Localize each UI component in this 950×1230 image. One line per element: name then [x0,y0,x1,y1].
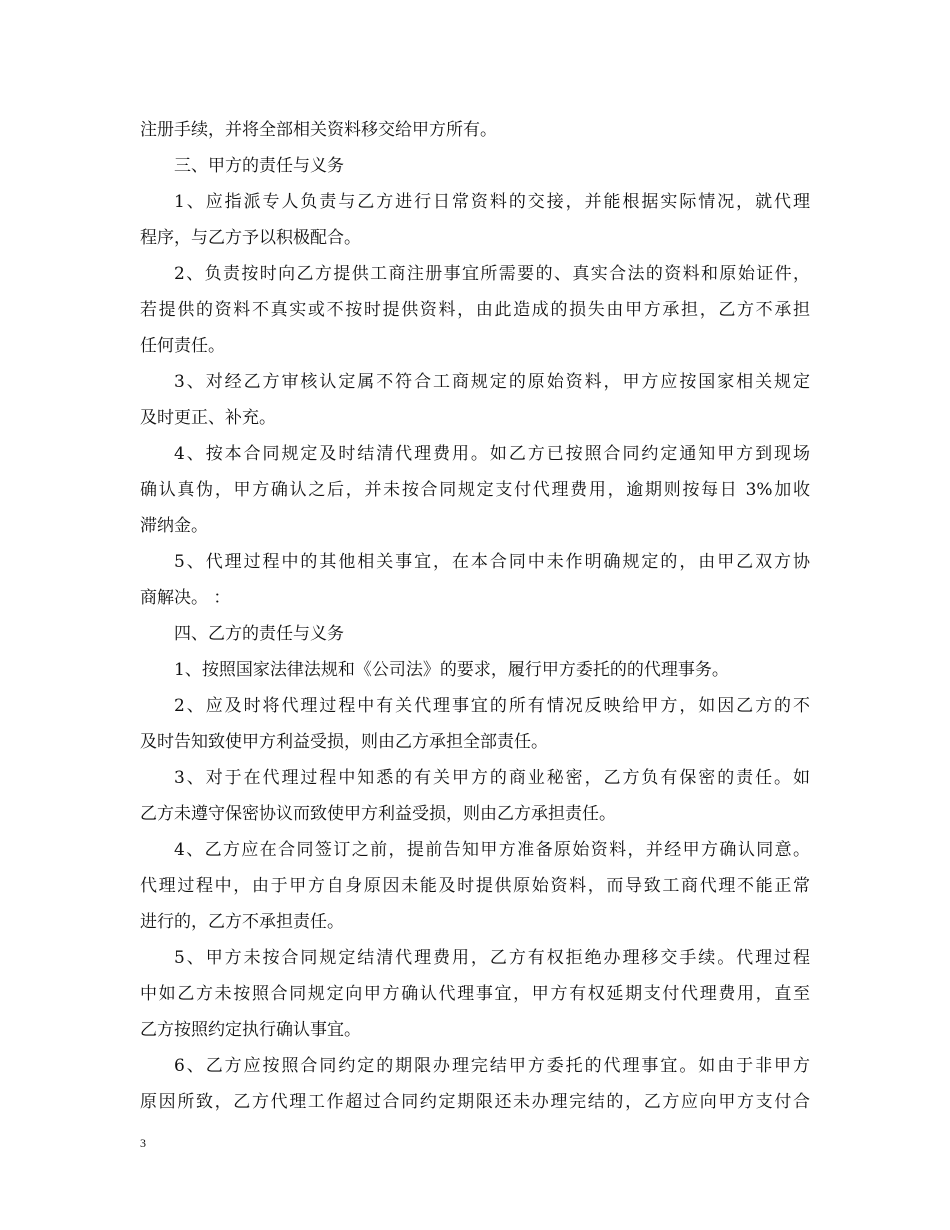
text-line: 及时告知致使甲方利益受损，则由乙方承担全部责任。 [140,732,548,752]
text-line: 确认真伪，甲方确认之后，并未按合同规定支付代理费用，逾期则按每日 3%加收 [140,480,810,500]
text-line: 任何责任。 [140,336,225,356]
text-line: 中如乙方未按照合同规定向甲方确认代理事宜，甲方有权延期支付代理费用，直至 [140,984,810,1004]
document-body [140,112,810,1120]
text-line: 三、甲方的责任与义务 [174,156,344,176]
text-line: 注册手续，并将全部相关资料移交给甲方所有。 [140,120,497,140]
text-line: 3、对经乙方审核认定属不符合工商规定的原始资料，甲方应按国家相关规定 [174,372,810,392]
text-line: 1、按照国家法律法规和《公司法》的要求，履行甲方委托的的代理事务。 [174,660,729,680]
text-line: 滞纳金。 [140,516,208,536]
text-line: 5、代理过程中的其他相关事宜，在本合同中未作明确规定的，由甲乙双方协 [174,552,810,572]
text-line: 1、应指派专人负责与乙方进行日常资料的交接，并能根据实际情况，就代理 [174,192,810,212]
text-line: 若提供的资料不真实或不按时提供资料，由此造成的损失由甲方承担，乙方不承担 [140,300,810,320]
text-line: 进行的，乙方不承担责任。 [140,912,344,932]
page-number: 3 [140,1136,146,1150]
text-line: 5、甲方未按合同规定结清代理费用，乙方有权拒绝办理移交手续。代理过程 [174,948,810,968]
text-line: 2、应及时将代理过程中有关代理事宜的所有情况反映给甲方，如因乙方的不 [174,696,810,716]
text-line: 原因所致，乙方代理工作超过合同约定期限还未办理完结的，乙方应向甲方支付合 [140,1092,810,1112]
text-line: 4、按本合同规定及时结清代理费用。如乙方已按照合同约定通知甲方到现场 [174,444,810,464]
text-line: 乙方未遵守保密协议而致使甲方利益受损，则由乙方承担责任。 [140,804,616,824]
text-line: 乙方按照约定执行确认事宜。 [140,1020,361,1040]
text-line: 4、乙方应在合同签订之前，提前告知甲方准备原始资料，并经甲方确认同意。 [174,840,810,860]
text-line: 四、乙方的责任与义务 [174,624,344,644]
text-line: 程序，与乙方予以积极配合。 [140,228,361,248]
text-line: 代理过程中，由于甲方自身原因未能及时提供原始资料，而导致工商代理不能正常 [140,876,810,896]
text-line: 2、负责按时向乙方提供工商注册事宜所需要的、真实合法的资料和原始证件， [174,264,810,284]
text-line: 3、对于在代理过程中知悉的有关甲方的商业秘密，乙方负有保密的责任。如 [174,768,810,788]
text-line: 商解决。 ： [140,588,231,608]
text-line: 6、乙方应按照合同约定的期限办理完结甲方委托的代理事宜。如由于非甲方 [174,1056,810,1076]
text-line: 及时更正、补充。 [140,408,276,428]
